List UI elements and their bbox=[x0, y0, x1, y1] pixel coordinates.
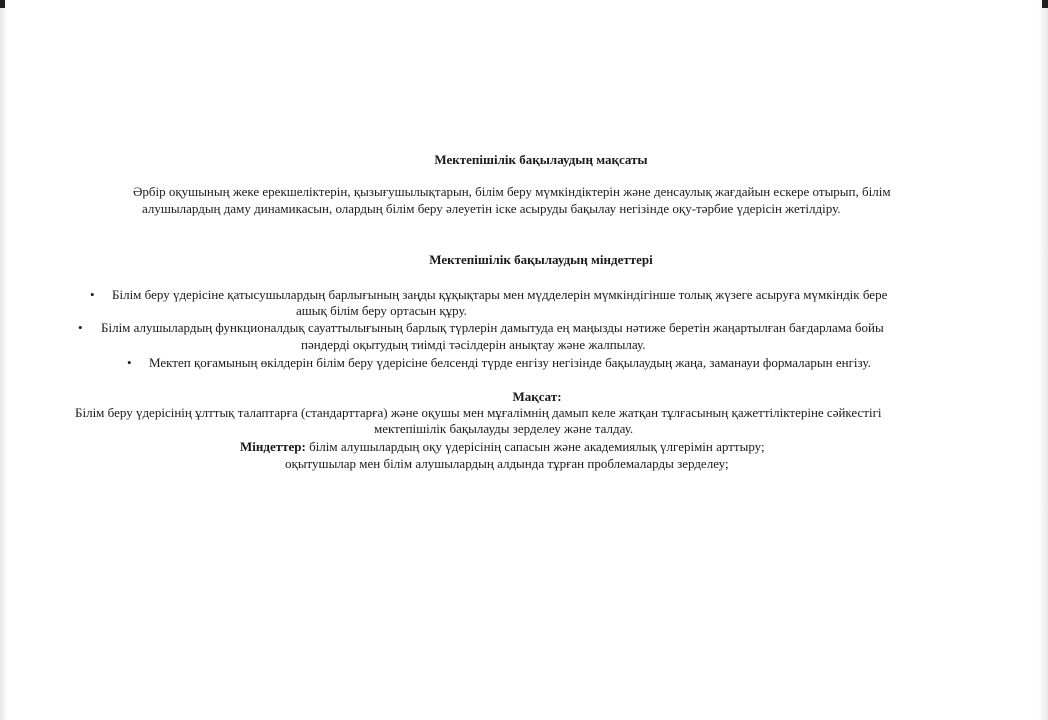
task-item-1-line-2: ашық білім беру ортасын құру. bbox=[296, 303, 467, 318]
section-title-goal: Мақсат: bbox=[512, 389, 562, 404]
page-right-shadow bbox=[1038, 0, 1048, 720]
tasks-line-1 bbox=[240, 438, 765, 455]
task-item-3-line-1: Мектеп қоғамының өкілдерін білім беру үдерісіне белсенді түрде енгізу негізінде бақылаудың жаңа, заманауи формаларын енгізу. bbox=[149, 355, 871, 370]
tasks-label: Міндеттер: bbox=[240, 439, 306, 454]
section-title-tasks: Мектепішілік бақылаудың міндеттері bbox=[429, 252, 653, 267]
goal-line-2: мектепішілік бақылауды зерделеу және талдау. bbox=[374, 421, 634, 436]
section-title-purpose: Мектепішілік бақылаудың мақсаты bbox=[434, 152, 648, 167]
task-item-1-line-1: Білім беру үдерісіне қатысушылардың барлығының заңды құқықтары мен мүдделерін мүмкіндігінше толық жүзеге асыруға мүмкіндік бере bbox=[112, 287, 888, 302]
page-left-shadow bbox=[0, 0, 7, 720]
purpose-paragraph-line-2: алушылардың даму динамикасын, олардың білім беру әлеуетін іске асыруды бақылау негізінде оқу-тәрбие үдерісін жетілдіру. bbox=[142, 201, 841, 216]
task-item-2-line-2: пәндерді оқытудың тиімді тәсілдерін анықтау және жалпылау. bbox=[301, 337, 646, 352]
goal-line-1: Білім беру үдерісінің ұлттық талаптарға (стандарттарға) және оқушы мен мұғалімнің дамып келе жатқан тұлғасының қажеттіліктеріне сәйкестігі bbox=[75, 405, 882, 420]
task-item-2-line-1: Білім алушылардың функционалдық сауаттылығының барлық түрлерін дамытуда ең маңызды нәтиже беретін жаңартылған бағдарлама бойы bbox=[101, 320, 884, 335]
corner-mark-left bbox=[0, 0, 5, 8]
bullet-marker: • bbox=[127, 355, 132, 370]
corner-mark-right bbox=[1042, 0, 1048, 8]
tasks-line-1-text: білім алушылардың оқу үдерісінің сапасын және академиялық үлгерімін арттыру; bbox=[305, 439, 765, 454]
bullet-marker: • bbox=[90, 287, 95, 302]
tasks-line-2: оқытушылар мен білім алушылардың алдында тұрған проблемаларды зерделеу; bbox=[285, 456, 729, 471]
bullet-marker: • bbox=[78, 320, 83, 335]
purpose-paragraph-line-1: Әрбір оқушының жеке ерекшеліктерін, қызығушылықтарын, білім беру мүмкіндіктерін және денсаулық жағдайын ескере отырып, білім bbox=[133, 184, 891, 199]
